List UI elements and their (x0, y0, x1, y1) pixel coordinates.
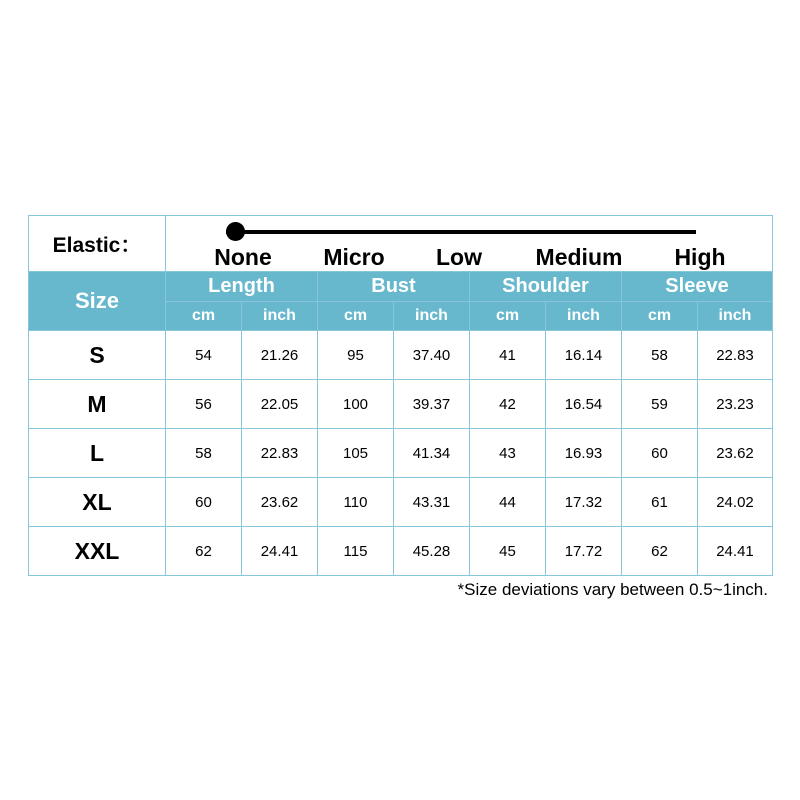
length-cm-cell: 58 (166, 429, 242, 478)
shoulder-cm-cell: 45 (470, 527, 546, 576)
bust-inch-cell: 41.34 (394, 429, 470, 478)
shoulder-header: Shoulder (470, 272, 622, 302)
unit-header-cm: cm (622, 302, 698, 331)
length-inch-cell: 22.83 (242, 429, 318, 478)
elastic-row (29, 216, 773, 272)
unit-header-cm: cm (318, 302, 394, 331)
elastic-label: Elastic： (29, 216, 166, 272)
sleeve-cm-cell: 58 (622, 331, 698, 380)
elastic-scale (166, 216, 773, 272)
sleeve-cm-cell: 59 (622, 380, 698, 429)
bust-cm-cell: 105 (318, 429, 394, 478)
unit-header-inch: inch (546, 302, 622, 331)
sleeve-inch-cell: 23.23 (698, 380, 773, 429)
unit-header-cm: cm (166, 302, 242, 331)
table-row (29, 478, 773, 527)
bust-cm-cell: 100 (318, 380, 394, 429)
elastic-level-low: Low (436, 244, 482, 270)
size-deviation-note: *Size deviations vary between 0.5~1inch. (457, 580, 768, 599)
sleeve-header: Sleeve (622, 272, 773, 302)
sleeve-inch-cell: 22.83 (698, 331, 773, 380)
shoulder-inch-cell: 17.32 (546, 478, 622, 527)
shoulder-inch-cell: 16.54 (546, 380, 622, 429)
length-cm-cell: 60 (166, 478, 242, 527)
shoulder-inch-cell: 16.93 (546, 429, 622, 478)
sleeve-cm-cell: 61 (622, 478, 698, 527)
bust-header: Bust (318, 272, 470, 302)
size-label: XL (29, 478, 166, 527)
shoulder-cm-cell: 41 (470, 331, 546, 380)
elastic-level-medium: Medium (535, 244, 623, 270)
length-header: Length (166, 272, 318, 302)
unit-header-inch: inch (394, 302, 470, 331)
length-inch-cell: 21.26 (242, 331, 318, 380)
bust-cm-cell: 115 (318, 527, 394, 576)
unit-header-inch: inch (242, 302, 318, 331)
table-row (29, 527, 773, 576)
bust-inch-cell: 45.28 (394, 527, 470, 576)
sleeve-cm-cell: 62 (622, 527, 698, 576)
size-label: S (29, 331, 166, 380)
shoulder-cm-cell: 43 (470, 429, 546, 478)
header-groups-row (29, 272, 773, 302)
bust-inch-cell: 43.31 (394, 478, 470, 527)
sleeve-inch-cell: 24.41 (698, 527, 773, 576)
shoulder-cm-cell: 44 (470, 478, 546, 527)
length-inch-cell: 22.05 (242, 380, 318, 429)
shoulder-cm-cell: 42 (470, 380, 546, 429)
length-inch-cell: 24.41 (242, 527, 318, 576)
table-row (29, 331, 773, 380)
unit-header-inch: inch (698, 302, 773, 331)
sleeve-inch-cell: 23.62 (698, 429, 773, 478)
length-cm-cell: 62 (166, 527, 242, 576)
bust-inch-cell: 39.37 (394, 380, 470, 429)
elastic-track (226, 230, 696, 234)
size-label: L (29, 429, 166, 478)
size-label: XXL (29, 527, 166, 576)
size-chart-table (28, 215, 773, 576)
elastic-level-high: High (674, 244, 726, 270)
elastic-indicator (226, 222, 245, 241)
bust-cm-cell: 95 (318, 331, 394, 380)
size-header: Size (29, 272, 166, 331)
elastic-level-micro: Micro (323, 244, 385, 270)
length-inch-cell: 23.62 (242, 478, 318, 527)
shoulder-inch-cell: 16.14 (546, 331, 622, 380)
length-cm-cell: 56 (166, 380, 242, 429)
length-cm-cell: 54 (166, 331, 242, 380)
shoulder-inch-cell: 17.72 (546, 527, 622, 576)
bust-cm-cell: 110 (318, 478, 394, 527)
bust-inch-cell: 37.40 (394, 331, 470, 380)
unit-header-cm: cm (470, 302, 546, 331)
table-row (29, 380, 773, 429)
elastic-level-none: None (214, 244, 272, 270)
size-label: M (29, 380, 166, 429)
sleeve-inch-cell: 24.02 (698, 478, 773, 527)
sleeve-cm-cell: 60 (622, 429, 698, 478)
table-row (29, 429, 773, 478)
elastic-levels (166, 243, 772, 271)
